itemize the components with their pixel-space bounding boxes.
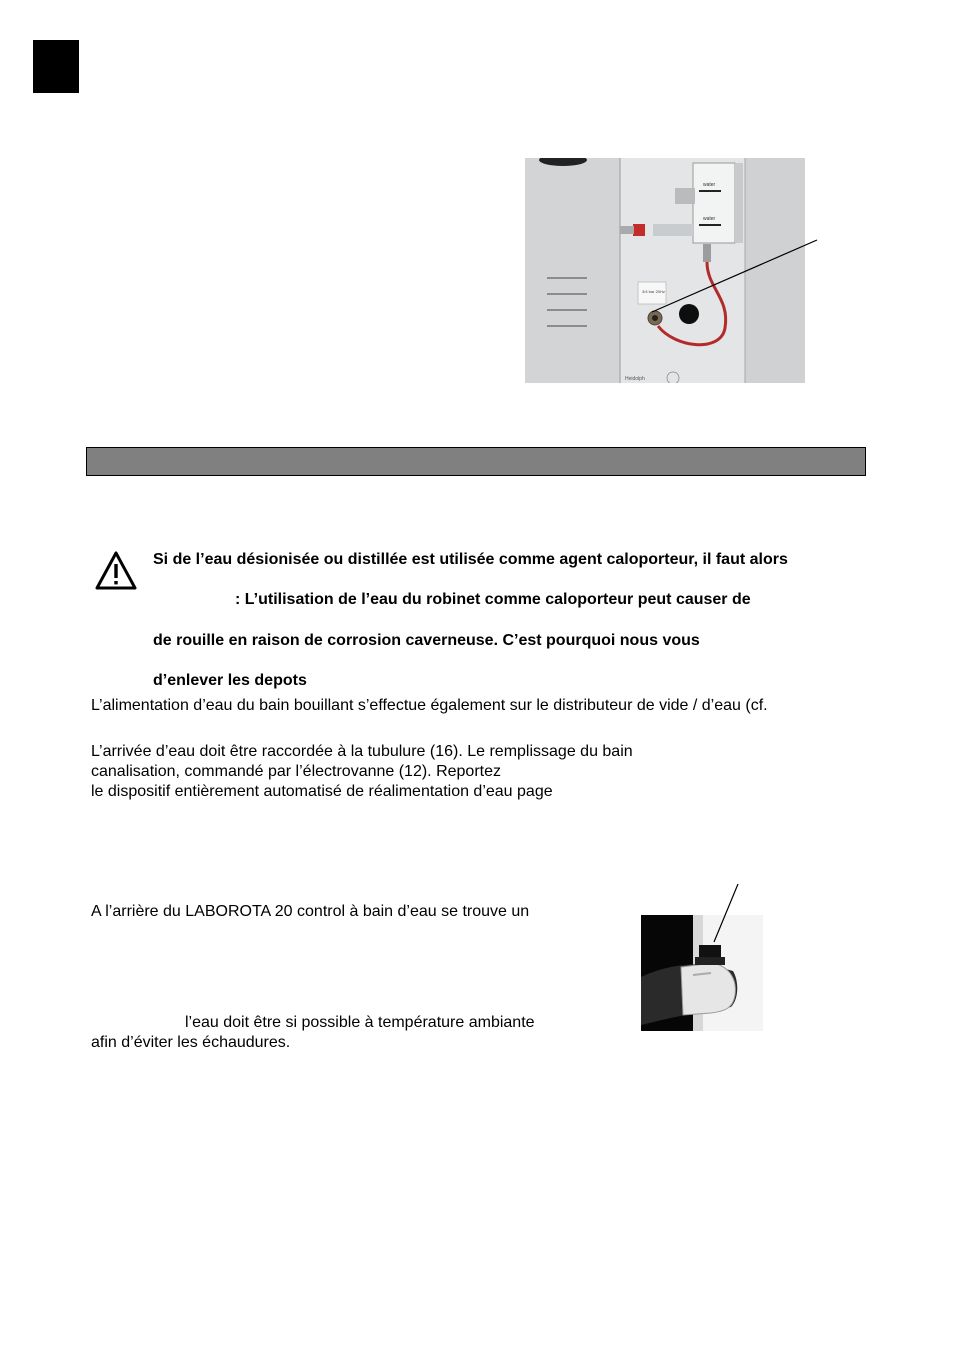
warning-text-line-3: de rouille en raison de corrosion caverneuse. C’est pourquoi nous vous	[153, 632, 700, 649]
paragraph-connection-line-1: L’arrivée d’eau doit être raccordée à la tubulure (16). Le remplissage du bain	[91, 743, 633, 760]
page-corner-tab	[33, 40, 79, 93]
callout-line-drain	[700, 880, 750, 950]
paragraph-connection-line-3: le dispositif entièrement automatisé de réalimentation d’eau page	[91, 783, 553, 800]
brand-mark: Heidolph	[625, 376, 645, 382]
paragraph-rear-outlet: A l’arrière du LABOROTA 20 control à bain d’eau se trouve un	[91, 903, 530, 920]
warning-text-line-2: : L’utilisation de l’eau du robinet comme caloporteur peut causer de	[235, 591, 751, 608]
section-header-bar	[86, 447, 866, 476]
water-in-tag: water	[703, 182, 716, 188]
warning-text-line-4: d’enlever les depots	[153, 672, 307, 689]
paragraph-temperature-line-2: afin d’éviter les échaudures.	[91, 1034, 291, 1051]
plate-text: 3/4 bar 20Hz	[642, 289, 665, 294]
warning-text-line-1: Si de l’eau désionisée ou distillée est utilisée comme agent caloporteur, il faut alors	[153, 551, 788, 568]
paragraph-connection-line-2: canalisation, commandé par l’électrovanne (12). Reportez	[91, 763, 501, 780]
paragraph-water-supply: L’alimentation d’eau du bain bouillant s’effectue également sur le distributeur de vide / d’eau (cf.	[91, 697, 768, 714]
water-out-tag: water	[703, 216, 716, 222]
callout-line-connector	[600, 230, 840, 330]
paragraph-temperature-line-1: l’eau doit être si possible à température ambiante	[185, 1014, 535, 1031]
warning-triangle-icon	[94, 550, 138, 592]
